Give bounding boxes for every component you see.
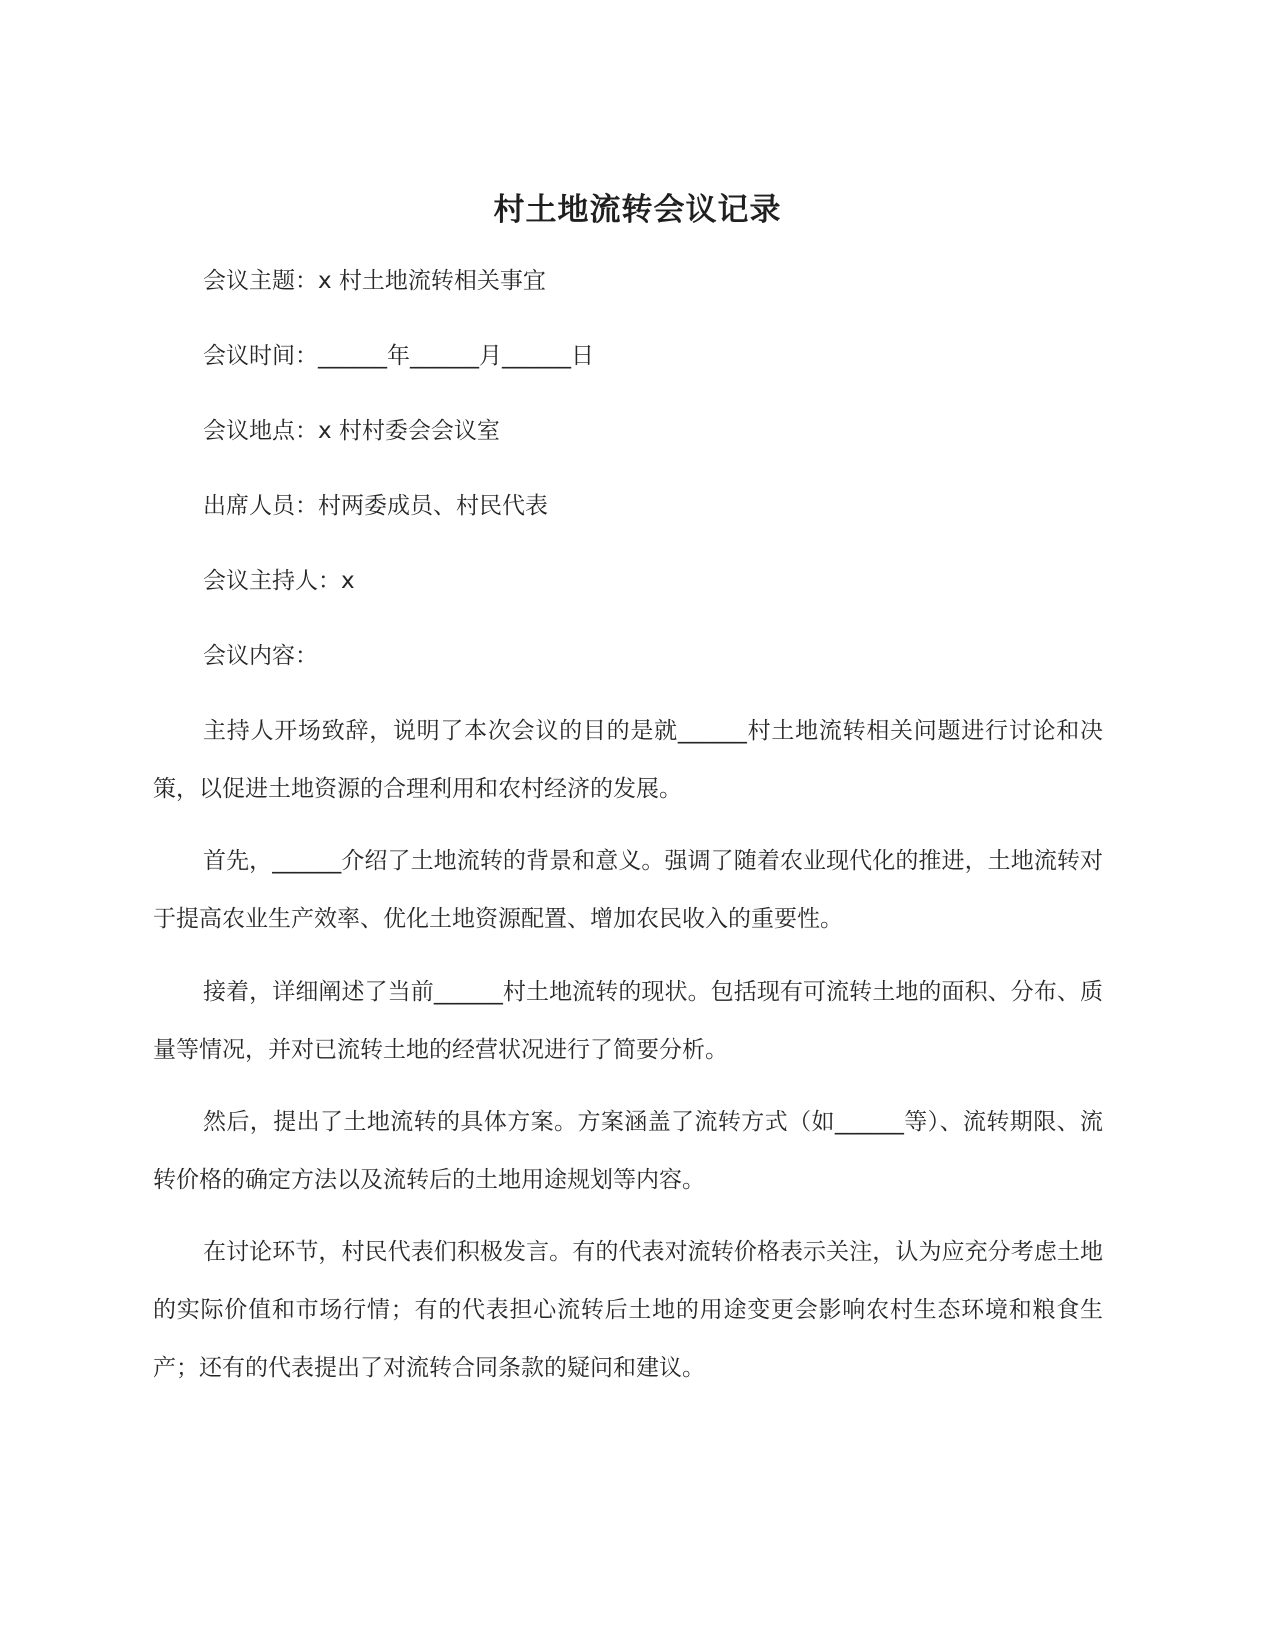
paragraph-status: 接着，详细阐述了当前______村土地流转的现状。包括现有可流转土地的面积、分布、质量等情况，并对已流转土地的经营状况进行了简要分析。 (153, 979, 1103, 1063)
meeting-location: 会议地点：x 村村委会会议室 (203, 418, 500, 444)
meeting-attendees: 出席人员：村两委成员、村民代表 (203, 493, 548, 519)
meeting-host: 会议主持人：x (203, 568, 355, 594)
meeting-time: 会议时间：______年______月______日 (203, 343, 594, 369)
paragraph-opening: 主持人开场致辞，说明了本次会议的目的是就______村土地流转相关问题进行讨论和决策，以促进土地资源的合理利用和农村经济的发展。 (153, 718, 1103, 802)
meeting-topic: 会议主题：x 村土地流转相关事宜 (203, 268, 546, 294)
meeting-content-label: 会议内容： (203, 643, 318, 669)
paragraph-background: 首先，______介绍了土地流转的背景和意义。强调了随着农业现代化的推进，土地流转对于提高农业生产效率、优化土地资源配置、增加农民收入的重要性。 (153, 848, 1103, 932)
paragraph-plan: 然后，提出了土地流转的具体方案。方案涵盖了流转方式（如______等）、流转期限、流转价格的确定方法以及流转后的土地用途规划等内容。 (153, 1109, 1103, 1193)
paragraph-discussion: 在讨论环节，村民代表们积极发言。有的代表对流转价格表示关注，认为应充分考虑土地的实际价值和市场行情；有的代表担心流转后土地的用途变更会影响农村生态环境和粮食生产；还有的代表提出了对流转合同条款的疑问和建议。 (153, 1239, 1103, 1381)
document-title: 村土地流转会议记录 (493, 192, 782, 228)
